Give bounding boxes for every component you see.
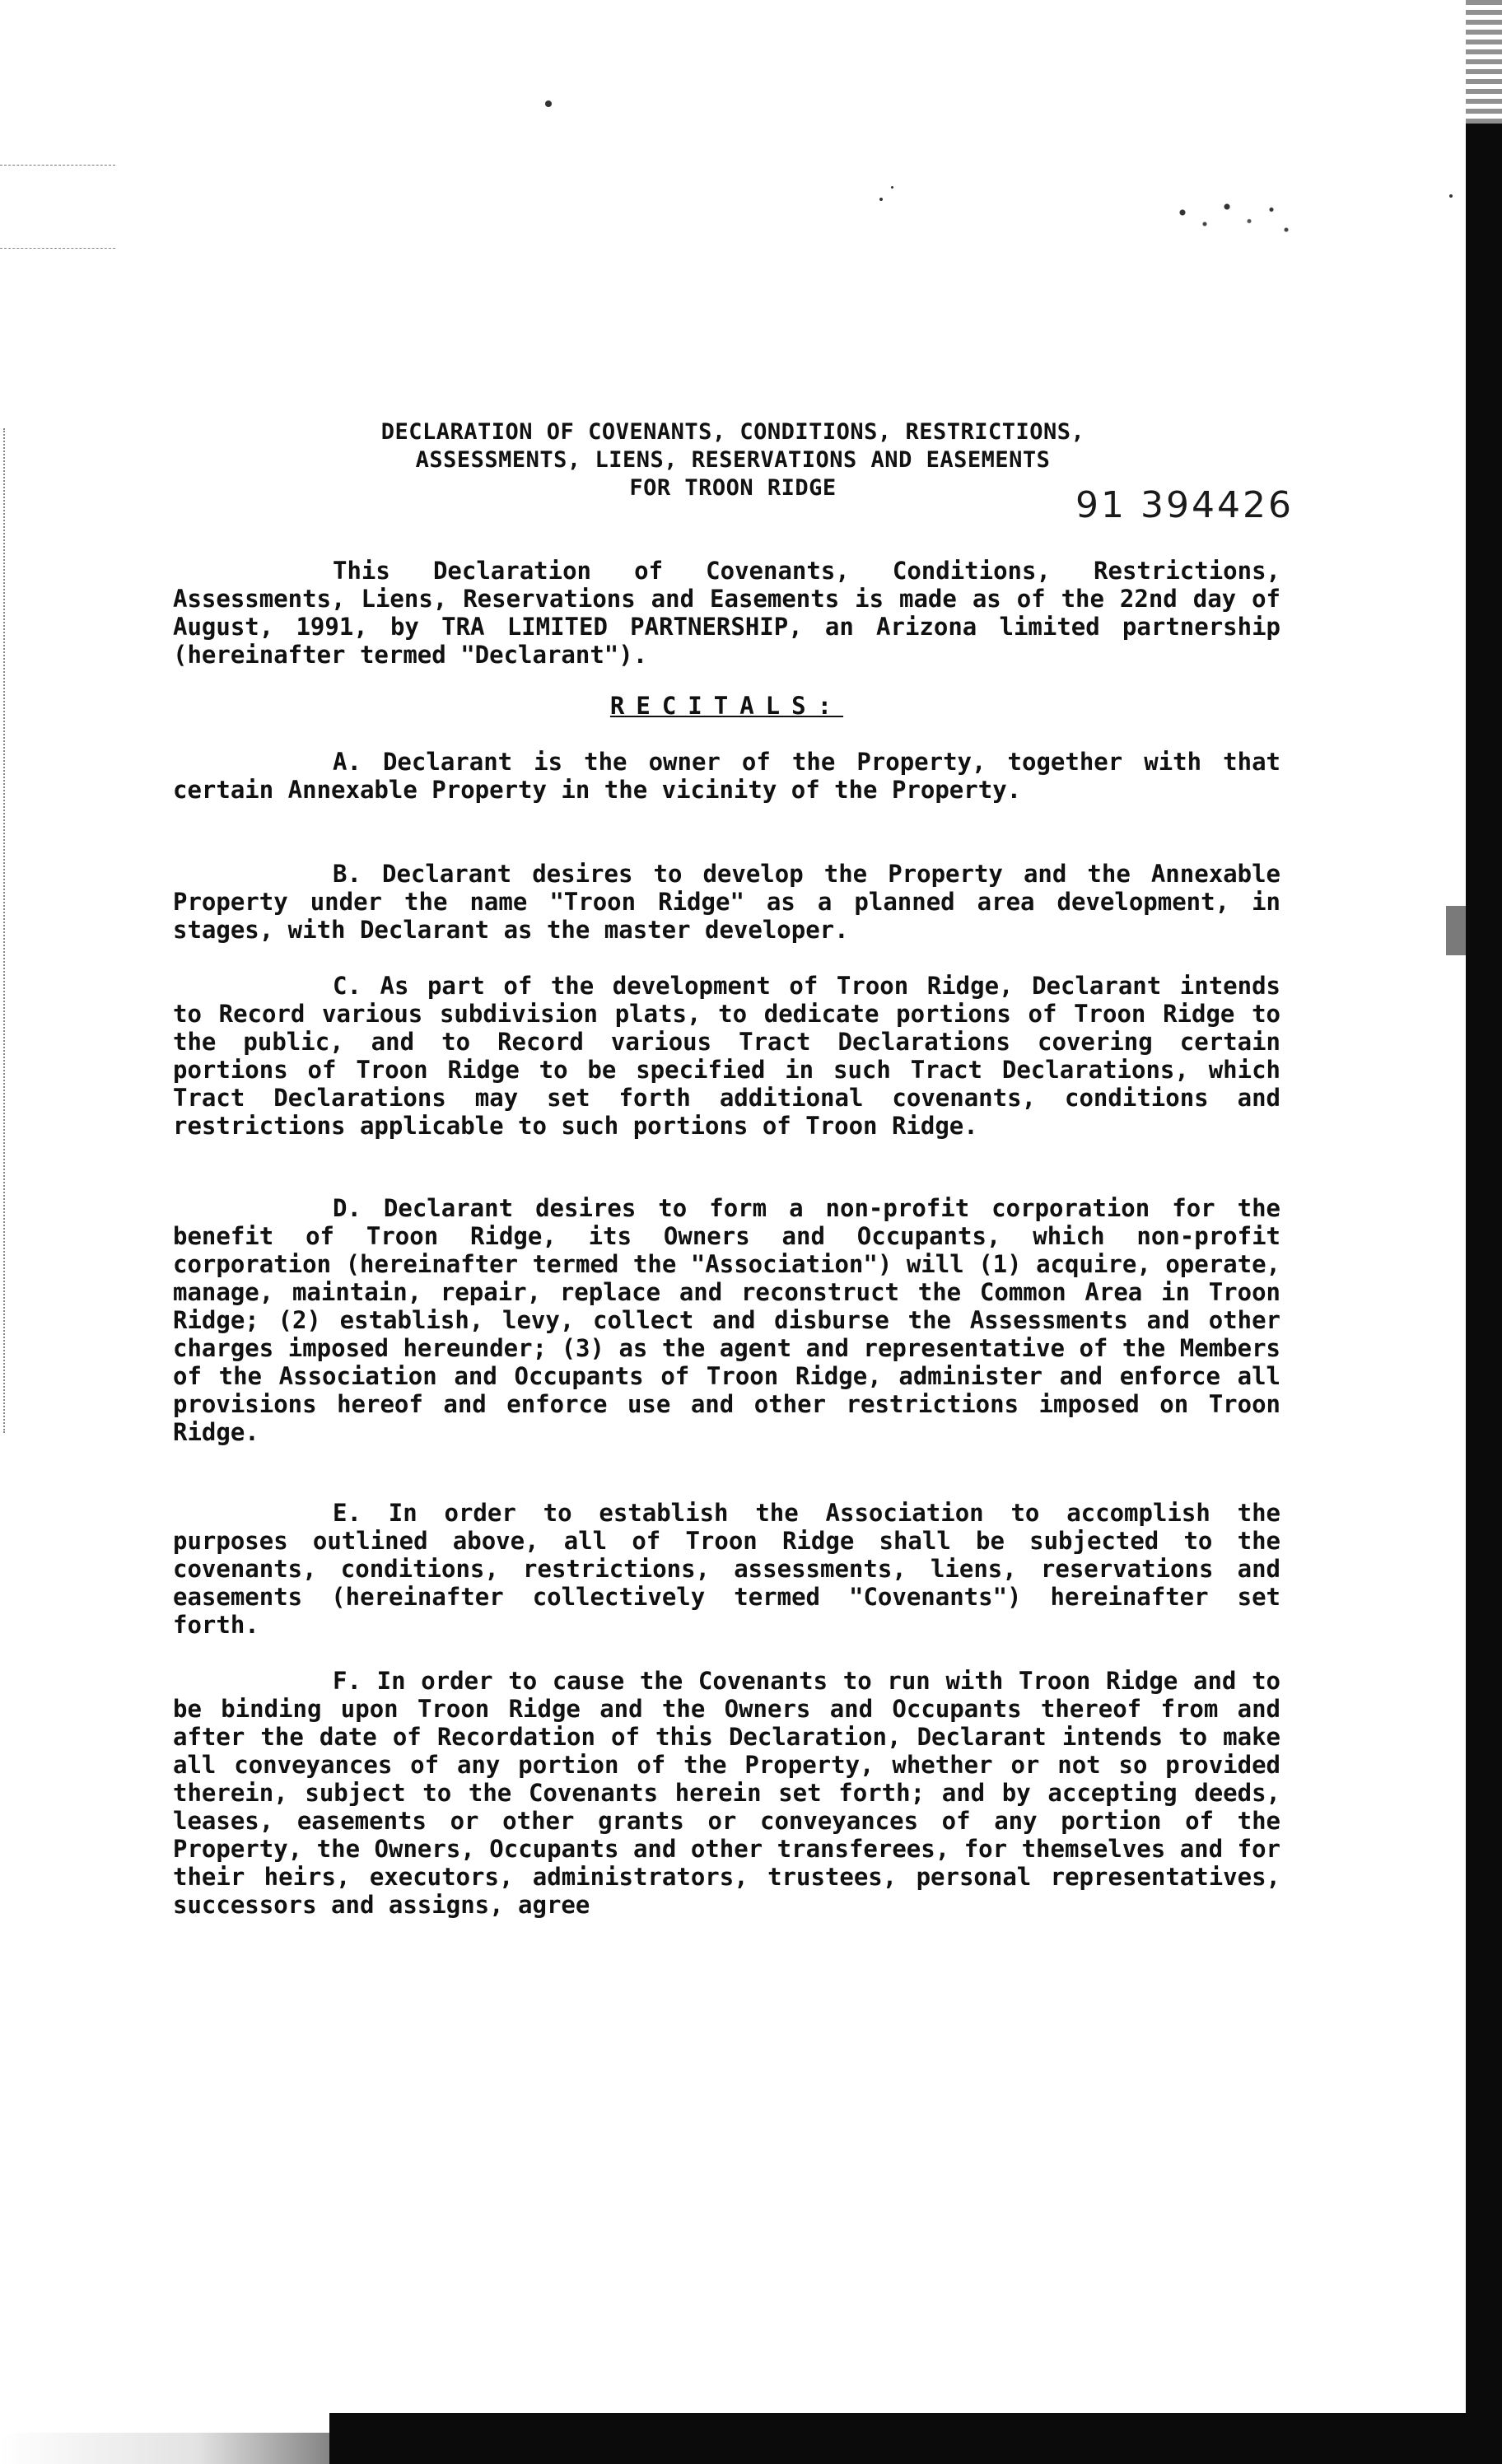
recitals-heading: RECITALS: [609,692,844,720]
scan-edge-top-right [1466,0,1502,124]
scan-top-left-marks [0,165,115,249]
scan-edge-bottom [329,2413,1502,2464]
scan-speck [1449,194,1453,198]
scan-edge-right [1466,124,1502,2464]
scan-noise [1153,189,1301,247]
recital-e: E. In order to establish the Association to accomplish the purposes outlined above, all of Troon Ridge shall be subjected to the covenants, conditions, restrictions, assessments, liens, reservations and easements (hereinafter collectively termed "Covenants") hereinafter set forth. [173,1499,1280,1639]
scan-speck [891,186,893,189]
recital-c: C. As part of the development of Troon Ridge, Declarant intends to Record various subdivision plats, to dedicate portions of Troon Ridge to the public, and to Record various Tract Declarations covering certain portions of Troon Ridge to be specified in such Tract Declarations, which Tract Declarations may set forth additional covenants, conditions and restrictions applicable to such portions of Troon Ridge. [173,972,1280,1140]
scan-edge-bottom-left [0,2433,329,2464]
scan-left-marks [3,428,10,1433]
recital-d: D. Declarant desires to form a non-profit corporation for the benefit of Troon Ridge, its Owners and Occupants, which non-profit corporation (hereinafter termed the "Association") will (1) acquire, operate, manage, maintain, repair, replace and reconstruct the Common Area in Troon Ridge; (2) establish, levy, collect and disburse the Assessments and other charges imposed hereunder; (3) as the agent and representative of the Members of the Association and Occupants of Troon Ridge, administer and enforce all provisions hereof and enforce use and other restrictions imposed on Troon Ridge. [173,1194,1280,1446]
intro-paragraph: This Declaration of Covenants, Conditions, Restrictions, Assessments, Liens, Reservations and Easements is made as of the 22nd day of August, 1991, by TRA LIMITED PARTNERSHIP, an Arizona limited partnership (hereinafter termed "Declarant"). [173,557,1280,669]
recital-b: B. Declarant desires to develop the Property and the Annexable Property under the name "Troon Ridge" as a planned area development, in stages, with Declarant as the master developer. [173,860,1280,944]
scan-speck [879,198,883,201]
recital-a: A. Declarant is the owner of the Property, together with that certain Annexable Property in the vicinity of the Property. [173,748,1280,804]
recording-number: 91 394426 [1075,484,1294,526]
document-title: DECLARATION OF COVENANTS, CONDITIONS, RESTRICTIONS, ASSESSMENTS, LIENS, RESERVATIONS AND EASEMENTS FOR TROON RIDGE [380,419,1085,501]
recital-f: F. In order to cause the Covenants to run with Troon Ridge and to be binding upon Troon Ridge and the Owners and Occupants thereof from and after the date of Recordation of this Declaration, Declarant intends to make all conveyances of any portion of the Property, whether or not so provided therein, subject to the Covenants herein set forth; and by accepting deeds, leases, easements or other grants or conveyances of any portion of the Property, the Owners, Occupants and other transferees, for themselves and for their heirs, executors, administrators, trustees, personal representatives, successors and assigns, agree [173,1667,1280,1919]
scan-edge-mark [1446,906,1466,955]
scan-speck [545,100,552,107]
